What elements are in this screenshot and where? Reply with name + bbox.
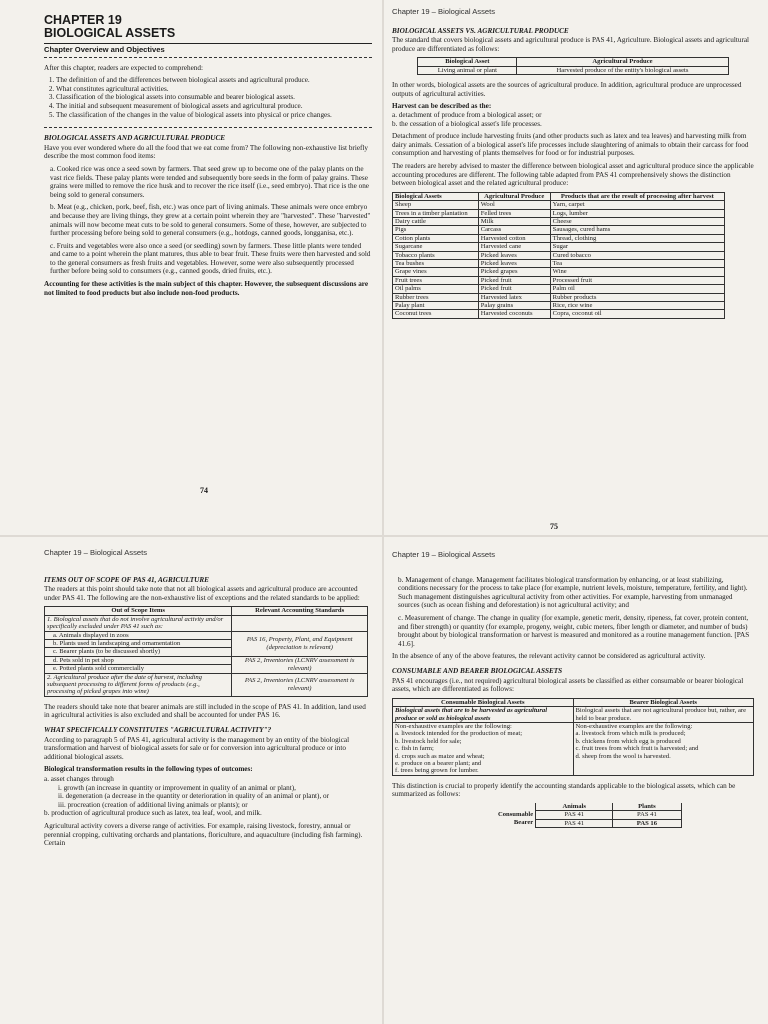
table-header: Products that are the result of processing after harvest [550,192,724,200]
table-cell: Tea [550,259,724,267]
table-header: Relevant Accounting Standards [232,607,368,615]
list-item: b. chickens from which egg is produced [575,737,681,745]
table-cell: Felled trees [478,209,550,217]
table-cell: Milk [478,217,550,225]
table-cell: 2. Agricultural produce after the date of harvest, including subsequent processing to different forms of products (e.g., processing of picked grapes into wine) [45,673,232,696]
table-cell: Oil palms [393,285,479,293]
paragraph: According to paragraph 5 of PAS 41, agricultural activity is the management by an entity of the biological transformation and harvest of biological assets for sale or for conversion into agricultural produce or into additional biological assets. [44,735,350,761]
list-item: iii. procreation (creation of additional living animals or plants); or [58,800,248,809]
table-cell: Sugarcane [393,243,479,251]
objectives-intro: After this chapter, readers are expected to comprehend: [44,63,203,72]
list-item: a. detachment of produce from a biological asset; or [392,110,542,119]
table-cell: Harvested cane [478,243,550,251]
table-cell: Processed fruit [550,276,724,284]
table-cell: PAS 16, Property, Plant, and Equipment (depreciation is relevant) [232,631,368,656]
table-cell [573,722,754,775]
overview-heading: Chapter Overview and Objectives [44,43,372,58]
table-cell: Palay plant [393,302,479,310]
section-heading: BIOLOGICAL ASSETS AND AGRICULTURAL PRODUCE [44,134,226,143]
table-cell: Picked leaves [478,251,550,259]
page-number: 74 [200,486,208,495]
table-cell: Picked fruit [478,285,550,293]
table-header: Biological Assets [393,192,479,200]
list-item: a. livestock intended for the production of meat; [395,730,523,738]
paragraph: This distinction is crucial to properly identify the accounting standards applicable to the biological assets, which can be summarized as follows: [392,781,736,799]
table-cell: Sugar [550,243,724,251]
table-cell: Cured tobacco [550,251,724,259]
table-cell: Pigs [393,226,479,234]
list-item: d. sheep from the wool is harvested. [575,752,671,760]
paragraph: Accounting for these activities is the main subject of this chapter. However, the subsequent discussions are not limited to food products but also include non-food products. [44,280,369,297]
page-76 [0,537,382,1024]
table-cell: PAS 16 [613,819,681,827]
table-header: Animals [536,803,613,811]
list-item: i. growth (an increase in quantity or improvement in quality of an animal or plant), [58,783,296,792]
out-of-scope-table [44,606,368,696]
table-cell: Harvested latex [478,293,550,301]
table-cell: Rubber products [550,293,724,301]
table-cell: PAS 41 [536,811,613,819]
page-number: 75 [550,522,558,531]
list-item: c. fish in farm; [395,745,434,753]
chapter-title: BIOLOGICAL ASSETS [44,26,176,40]
objectives-list [44,76,372,119]
table-cell: Logs, lumber [550,209,724,217]
table-cell: Tobacco plants [393,251,479,259]
running-header: Chapter 19 – Biological Assets [392,550,495,559]
page-74 [0,0,382,535]
table-cell [232,615,368,631]
list-item: c. fruit trees from which fruit is harvested; and [575,745,699,753]
table-cell: c. Bearer plants (to be discussed shortly) [45,648,232,656]
list-item: c. Measurement of change. The change in quality (for example, genetic merit, density, ripeness, fat cover, protein content, and fiber strength) or quantity (for example, progeny, weight, cubic meters, fiber length or diameter, and number of buds) brought about by biological transformation or harvest is measured and monitored as a routine management function. [PAS 41.6]. [398,613,750,648]
table-cell: Biological assets that are not agricultural produce but, rather, are held to bear produce. [573,707,754,723]
paragraph: PAS 41 encourages (i.e., not required) agricultural biological assets be classified as either consumable or bearer biological assets, which are differentiated as follows: [392,676,744,694]
table-cell: Yarn, carpet [550,201,724,209]
list-item: f. trees being grown for lumber. [395,767,479,775]
table-cell: Cheese [550,217,724,225]
paragraph: In other words, biological assets are the sources of agricultural produce. In addition, agricultural produce are unprocessed outputs of agricultural activities. [392,81,742,98]
table-header: Agricultural Produce [478,192,550,200]
table-cell: Sausages, cured hams [550,226,724,234]
table-cell: a. Animals displayed in zoos [45,631,232,639]
page-75 [384,0,768,535]
table-cell: Wine [550,268,724,276]
table-cell: Rice, rice wine [550,302,724,310]
paragraph: The standard that covers biological assets and agricultural produce is PAS 41, Agriculture. Biological assets and agricultural produce are differentiated as follows: [392,36,750,53]
table-cell: Rubber trees [393,293,479,301]
table-cell: Tea bushes [393,259,479,267]
paragraph: Agricultural activity covers a diverse range of activities. For example, raising livestock, forestry, annual or perennial cropping, cultivating orchards and plantations, floriculture, and aquaculture (including fish farming). Certain [44,821,363,848]
section-heading: CONSUMABLE AND BEARER BIOLOGICAL ASSETS [392,666,563,675]
table-cell: Sheep [393,201,479,209]
table-header: Plants [613,803,681,811]
list-item: e. produce on a bearer plant; and [395,759,482,767]
table-cell: Fruit trees [393,276,479,284]
table-header: Agricultural Produce [517,58,728,66]
table-header: Bearer Biological Assets [573,698,754,706]
table-cell: Picked leaves [478,259,550,267]
table-cell: Dairy cattle [393,217,479,225]
chapter-number: CHAPTER 19 [44,13,122,27]
paragraph: Harvest can be described as the: [392,102,492,111]
examples-table [392,192,725,319]
list-item: ii. degeneration (a decrease in the quantity or deterioration in quality of an animal or plant), or [58,792,330,801]
table-cell: Harvested cotton [478,234,550,242]
list-item: a. Cooked rice was once a seed sown by farmers. That seed grew up to become one of the palay plants on the vast rice fields. These palay plants were tended and subsequently bore seeds in the form of palay grains. These grains were milled to remove the rice husk and to recover the rice itself (i.e., seed embryo). That rice is the one being sold to general consumers. [50,164,369,199]
table-cell: Copra, coconut oil [550,310,724,318]
examples-heading: Non-exhaustive examples are the following: [395,722,512,730]
table-cell: PAS 41 [613,811,681,819]
running-header: Chapter 19 – Biological Assets [392,7,495,16]
list-item: b. production of agricultural produce such as latex, tea leaf, wool, and milk. [44,809,262,818]
table-header: Consumable Biological Assets [393,698,574,706]
divider [44,127,372,128]
objective-item: 2. What constitutes agricultural activities. [56,85,372,94]
table-cell: Biological assets that are to be harvested as agricultural produce or sold as biological assets [393,707,574,723]
examples-heading: Non-exhaustive examples are the following: [575,722,693,730]
running-header: Chapter 19 – Biological Assets [44,548,147,557]
section-heading: WHAT SPECIFICALLY CONSTITUTES "AGRICULTURAL ACTIVITY"? [44,726,272,735]
paragraph: Have you ever wondered where do all the food that we eat come from? The following non-exhaustive list briefly describe the most common food items: [44,143,368,161]
paragraph: The readers are hereby advised to master the difference between biological asset and agricultural produce since the applicable accounting procedures are different. The following table adapted from PAS 41 comprehensively shows the distinction between biological asset and the related agricultural produce: [392,161,754,188]
paragraph: In the absence of any of the above features, the relevant activity cannot be considered as agricultural activity. [392,652,706,661]
table-cell: Picked grapes [478,268,550,276]
table-cell: Wool [478,201,550,209]
list-item: b. Meat (e.g., chicken, pork, beef, fish, etc.) was once part of living animals. These animals were once embryo and because they are living things, they grew at a certain point wherein they are "harvested". These "harvested" animals will now become meat cuts to be sold to general consumers. Some of these, however, are subjected to further processing before being sold to general consumers (e.g., hotdogs, canned goods, longganisa, etc.). [50,203,371,238]
table-cell: Coconut trees [393,310,479,318]
table-cell: 1. Biological assets that do not involve agricultural activity and/or specifically excluded under PAS 41 such as: [45,615,232,631]
table-cell: Cotton plants [393,234,479,242]
table-cell: PAS 41 [536,819,613,827]
table-cell: Palm oil [550,285,724,293]
table-cell: Grape vines [393,268,479,276]
table-cell: e. Potted plants sold commercially [45,665,232,673]
table-cell [428,803,536,811]
table-cell: Harvested coconuts [478,310,550,318]
table-header: Biological Asset [418,58,517,66]
objective-item: 1. The definition of and the differences between biological assets and agricultural produce. [56,76,372,85]
objective-item: 4. The initial and subsequent measurement of biological assets and agricultural produce. [56,102,372,111]
table-cell: Consumable [498,810,534,818]
paragraph: The readers at this point should take note that not all biological assets and agricultural produce are accounted under PAS 41. The following are the non-exhaustive list of exceptions and the related standards to be applied: [44,585,360,602]
list-item: d. crops such as maize and wheat; [395,752,485,760]
table-cell: b. Plants used in landscaping and ornamentation [45,640,232,648]
list-item: c. Fruits and vegetables were also once a seed (or seedling) sown by farmers. These little plants were tended and came to a point wherein the plant matures, thus able to bear fruit. These fruits were then harvested and sold to the general consumers as fresh fruits and vegetables. However, some were also subsequently processed further before being sold to consumers (e.g., canned goods, dried fruits, etc.). [50,241,371,276]
table-cell: PAS 2, Inventories (LCNRV assessment is relevant) [232,673,368,696]
table-cell: Harvested produce of the entity's biological assets [517,66,728,74]
table-cell: Thread, clothing [550,234,724,242]
objective-item: 3. Classification of the biological assets into consumable and bearer biological assets. [56,93,372,102]
table-cell: Palay grains [478,302,550,310]
list-item: b. Management of change. Management facilitates biological transformation by enhancing, or at least stabilizing, conditions necessary for the process to take place (for example, nutrient levels, moisture, temperature, fertility, and light). Such management distinguishes agricultural activity from other activities. For example, harvesting from unmanaged sources (such as ocean fishing and deforestation) is not agricultural activity; and [398,575,748,610]
section-heading: ITEMS OUT OF SCOPE OF PAS 41, AGRICULTURE [44,575,209,584]
list-item: a. asset changes through [44,775,114,783]
summary-table [428,803,681,828]
list-item: b. livestock held for sale; [395,737,462,745]
table-cell: d. Pets sold in pet shop [45,656,232,664]
consumable-bearer-table [392,698,754,776]
paragraph: Detachment of produce include harvesting fruits (and other products such as latex and tea leaves) and harvesting milk from dairy animals. Cessation of a biological asset's life processes include slaughtering of animals to obtain their carcass for food consumption and harvesting of plants themselves for food or for industrial purposes. [392,132,749,158]
paragraph: Biological transformation results in the following types of outcomes: [44,765,253,774]
asset-vs-produce-table [417,57,728,75]
table-cell: Living animal or plant [418,66,517,74]
list-item: b. the cessation of a biological asset's life processes. [392,119,542,128]
section-heading: BIOLOGICAL ASSETS VS. AGRICULTURAL PRODUCE [392,26,569,35]
table-cell: Bearer [513,819,534,827]
table-cell: PAS 2, Inventories (LCNRV assessment is relevant) [232,656,368,673]
objective-item: 5. The classification of the changes in the value of biological assets into physical or price changes. [56,111,372,120]
page-77 [384,537,768,1024]
table-cell: Trees in a timber plantation [393,209,479,217]
table-header: Out of Scope Items [45,607,232,615]
list-item: a. livestock from which milk is produced; [575,730,686,738]
table-cell [393,722,574,775]
table-cell: Picked fruit [478,276,550,284]
paragraph: The readers should take note that bearer animals are still included in the scope of PAS 41. In addition, land used in agricultural activities is also excluded and shall be accounted for under PAS 16. [44,702,366,720]
table-cell: Carcass [478,226,550,234]
